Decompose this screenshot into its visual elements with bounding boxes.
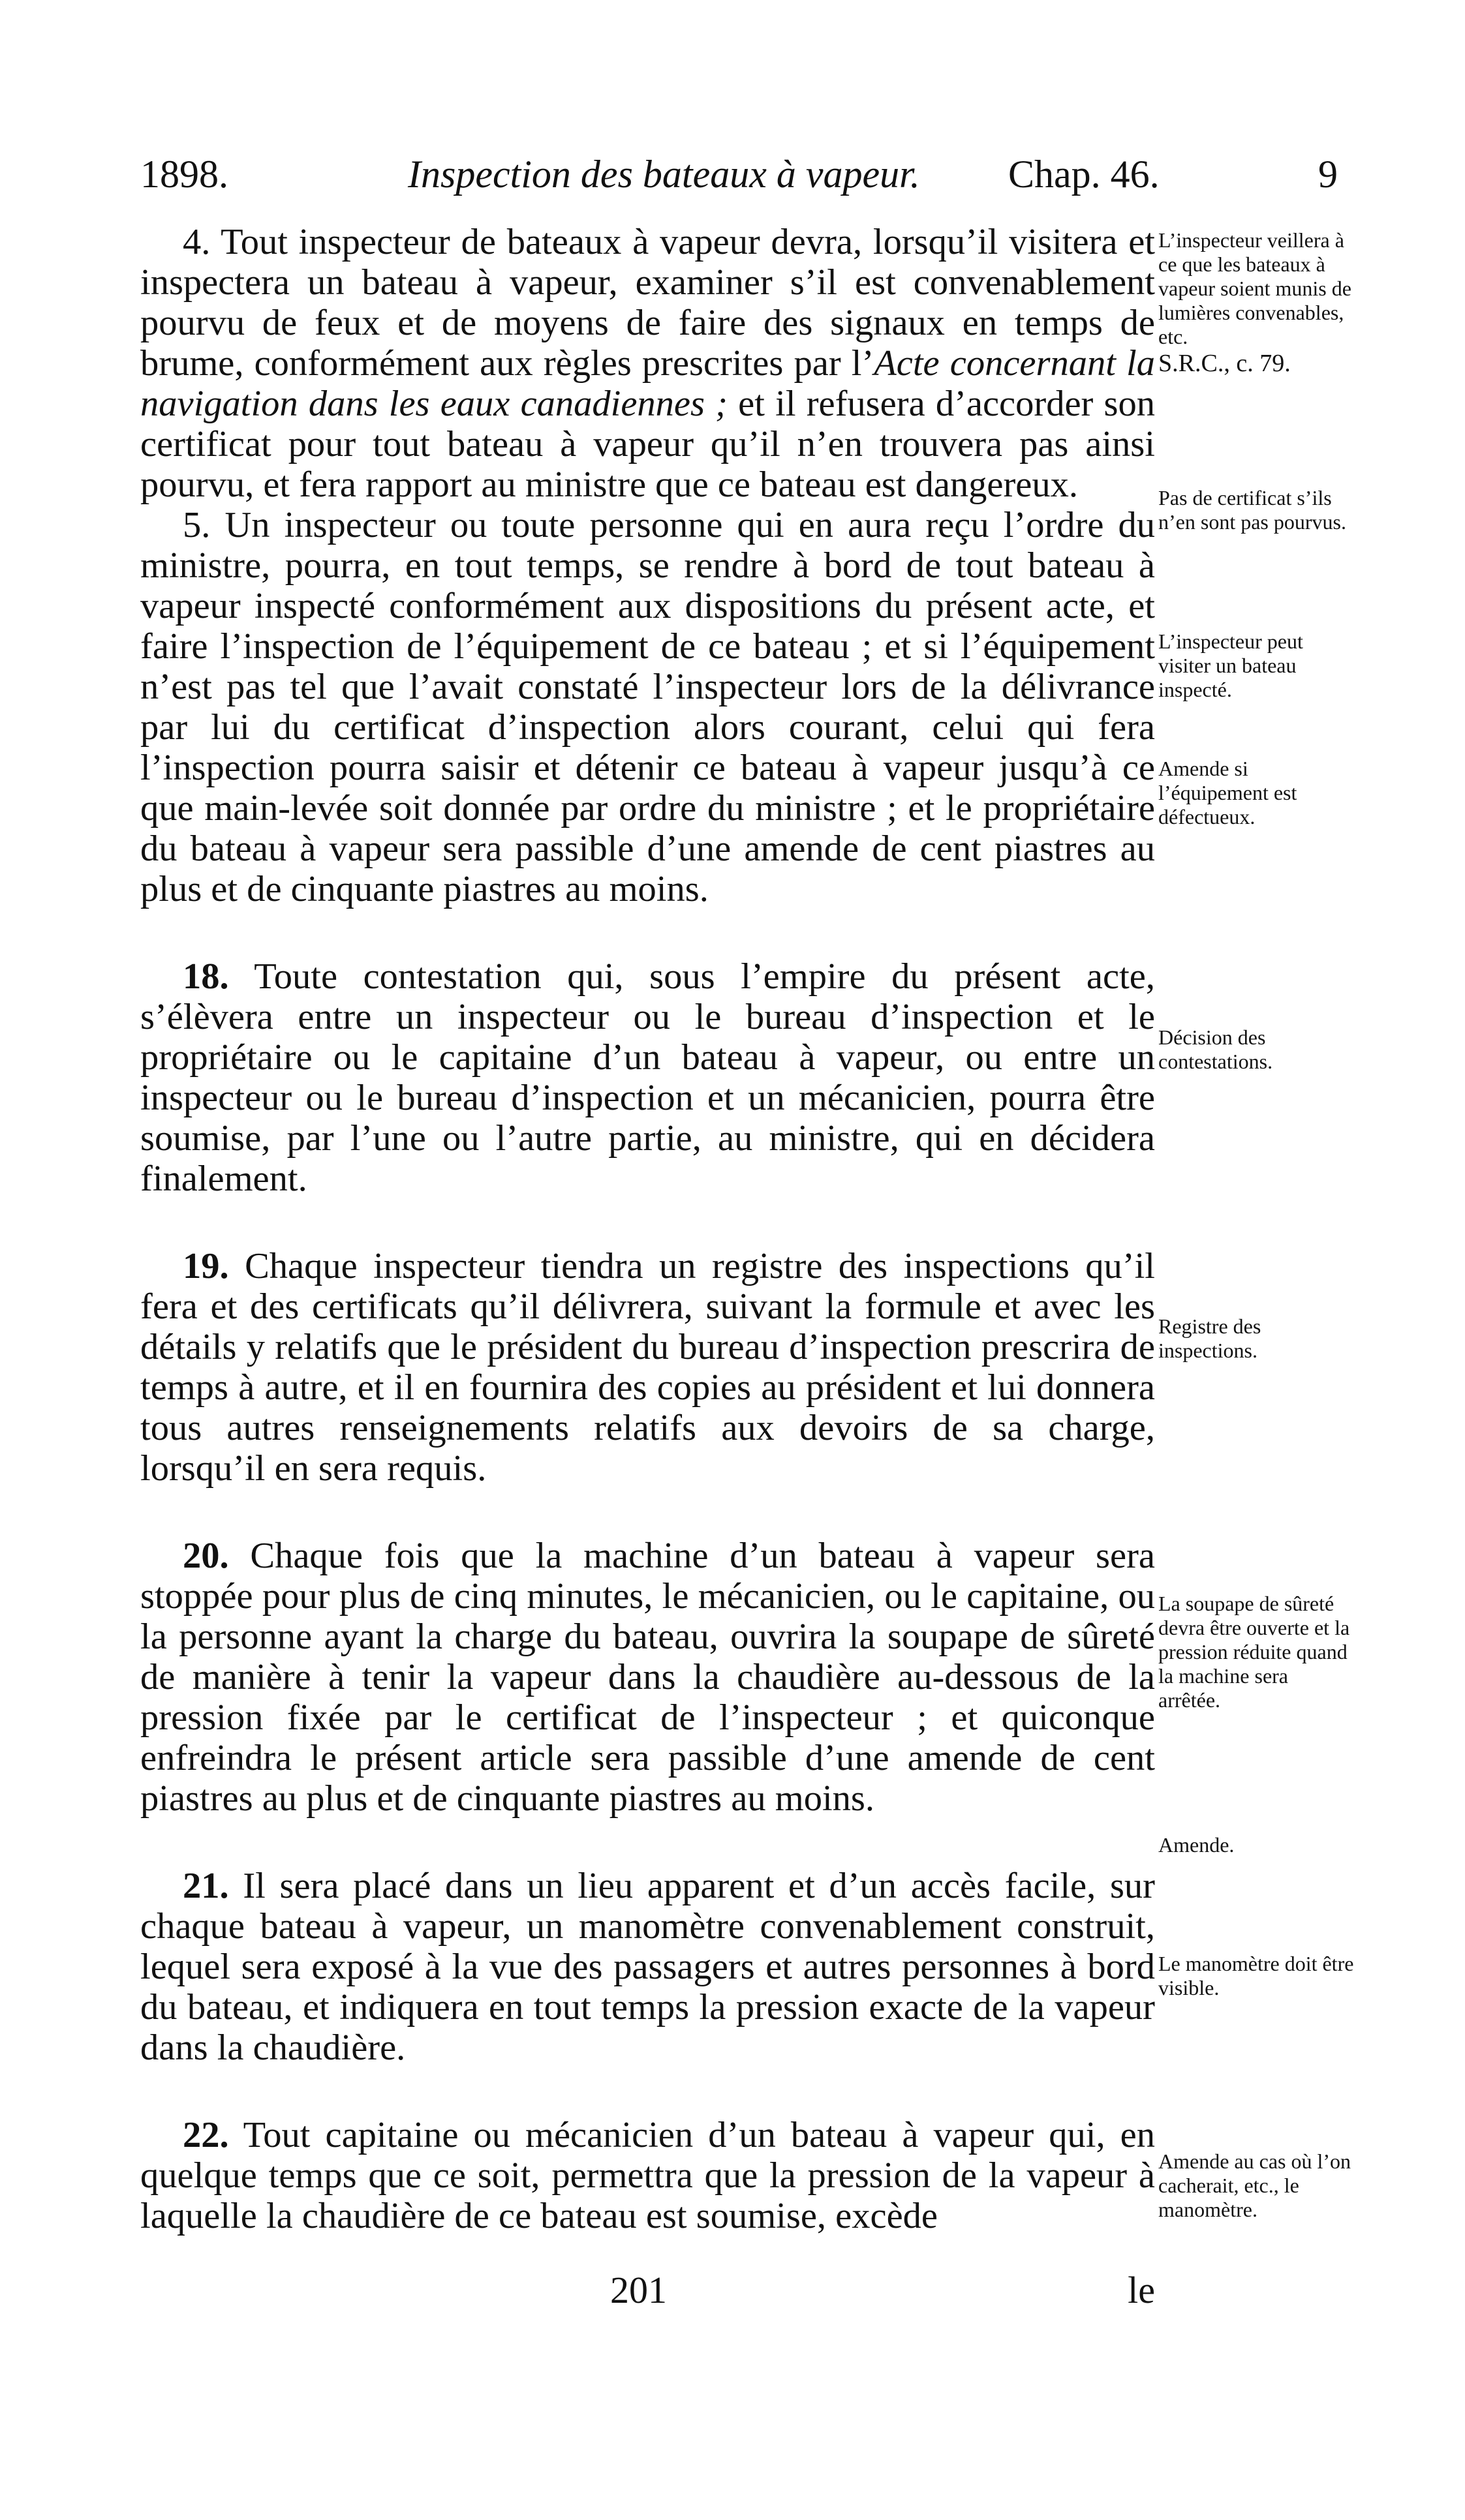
section-19-number: 19. [183, 1246, 229, 1286]
margin-note-inspector-lights: L’inspecteur veillera à ce que les bateaux à vapeur soient munis de lumières convenables, etc. S.R.C., c. 79. [1158, 228, 1354, 376]
header-page-number: 9 [1318, 153, 1338, 196]
section-18-number: 18. [183, 956, 229, 997]
section-22: 22. Tout capitaine ou mécanicien d’un bateau à vapeur qui, en quelque temps que ce soit, permettra que la pression de la vapeur à laquelle la chaudière de ce bateau est soumise, excède [140, 2115, 1156, 2236]
margin-note-gauge-fine: Amende au cas où l’on cacherait, etc., le manomètre. [1158, 2149, 1351, 2221]
page-footer [140, 2267, 1155, 2314]
section-4-number: 4. [183, 222, 211, 262]
margin-note-safety-valve: La soupape de sûreté devra être ouverte et la pression réduite quand la machine sera arrêtée. [1158, 1592, 1350, 1712]
margin-note-fine: Amende. [1158, 1833, 1235, 1857]
margin-note-disputes: Décision des contestations. [1158, 1025, 1273, 1073]
header-title: Inspection des bateaux à vapeur. [408, 153, 920, 196]
margin-note-register: Registre des inspections. [1158, 1314, 1261, 1362]
section-22-number: 22. [183, 2115, 229, 2155]
section-20: 20. Chaque fois que la machine d’un bateau à vapeur sera stoppée pour plus de cinq minutes, le mécanicien, ou le capitaine, ou la personne ayant la charge du bateau, ouvrira la soupape de sûreté de manière à tenir la vapeur dans la chaudière au-dessous de la pression fixée par le certificat de l’inspecteur ; et quiconque enfreindra le présent article sera passible d’une amende de cent piastres au plus et de cinquante piastres au moins. [140, 1536, 1156, 1819]
catchword: le [1128, 2269, 1155, 2311]
margin-note-no-certificate: Pas de certificat s’ils n’en sont pas pourvus. [1158, 486, 1346, 534]
section-5: 5. Un inspecteur ou toute personne qui en aura reçu l’ordre du ministre, pourra, en tout temps, se rendre à bord de tout bateau à vapeur inspecté conformément aux dispositions du présent acte, et faire l’inspection de l’équipement de ce bateau ; et si l’équipement n’est pas tel que l’avait constaté l’inspecteur lors de la délivrance par lui du certificat d’inspection alors courant, celui qui fera l’inspection pourra saisir et détenir ce bateau à vapeur jusqu’à ce que main-levée soit donnée par ordre du ministre ; et le propriétaire du bateau à vapeur sera passible d’une amende de cent piastres au plus et de cinquante piastres au moins. [140, 505, 1155, 909]
section-18: 18. Toute contestation qui, sous l’empire du présent acte, s’élèvera entre un inspecteur ou le bureau d’inspection et le propriétaire ou le capitaine d’un bateau à vapeur, ou entre un inspecteur ou le bureau d’inspection et un mécanicien, pourra être soumise, par l’une ou l’autre partie, au ministre, qui en décidera finalement. [140, 956, 1155, 1199]
margin-note-pressure-gauge: Le manomètre doit être visible. [1158, 1952, 1354, 1999]
header-chapter: Chap. 46. [1008, 153, 1160, 196]
section-4: 4. Tout inspecteur de bateaux à vapeur devra, lorsqu’il visitera et inspectera un bateau à vapeur, examiner s’il est convenablement pourvu de feux et de moyens de faire des signaux en temps de brume, conformément aux règles prescrites par l’Acte concernant la navigation dans les eaux canadiennes ; et il refusera d’accorder son certificat pour tout bateau à vapeur qu’il n’en trouvera pas ainsi pourvu, et fera rapport au ministre que ce bateau est dangereux. [140, 222, 1156, 505]
margin-note-statute-ref: S.R.C., c. 79. [1158, 350, 1291, 377]
section-5-number: 5. [183, 505, 211, 545]
main-text [140, 222, 1155, 2236]
margin-note-inspector-visit: L’inspecteur peut visiter un bateau inspecté. [1158, 630, 1303, 701]
section-20-number: 20. [183, 1536, 229, 1576]
header-year: 1898. [140, 153, 228, 196]
margin-note-equipment-fine: Amende si l’équipement est défectueux. [1158, 757, 1297, 828]
section-19: 19. Chaque inspecteur tiendra un registre des inspections qu’il fera et des certificats qu’il délivrera, suivant la formule et avec les détails y relatifs que le président du bureau d’inspection prescrira de temps à autre, et il en fournira des copies au président et lui donnera tous autres renseignements relatifs aux devoirs de sa charge, lorsqu’il en sera requis. [140, 1246, 1155, 1489]
footer-page-number: 201 [610, 2269, 667, 2311]
act-title: Acte concernant la navigation dans les eaux canadiennes ; [140, 343, 1155, 424]
section-21: 21. Il sera placé dans un lieu apparent et d’un accès facile, sur chaque bateau à vapeur, un manomètre convenablement construit, lequel sera exposé à la vue des passagers et autres personnes à bord du bateau, et indiquera en tout temps la pression exacte de la vapeur dans la chaudière. [140, 1866, 1155, 2068]
running-header [140, 145, 1338, 204]
section-21-number: 21. [183, 1866, 229, 1906]
